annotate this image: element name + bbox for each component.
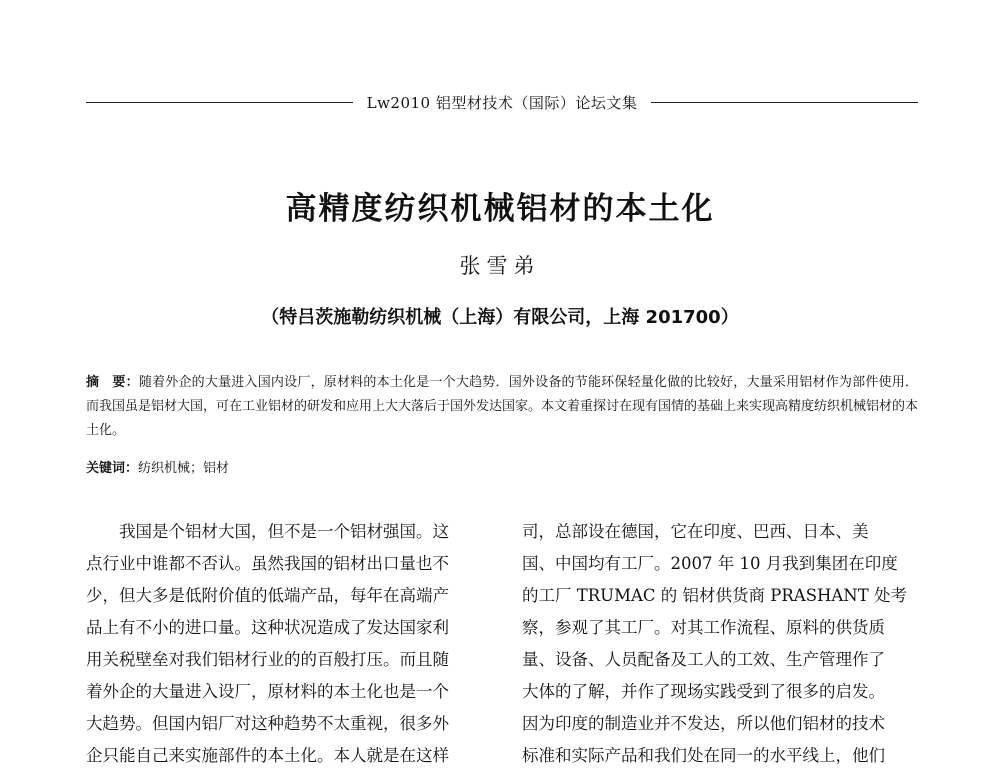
body-column-right <box>522 516 918 772</box>
body-line: 的工厂 TRUMAC 的 铝材供货商 PRASHANT 处考 <box>522 586 907 605</box>
body-column-left <box>86 516 496 772</box>
body-line: 因为印度的制造业并不发达，所以他们铝材的技术 <box>522 714 885 733</box>
body-line: 国、中国均有工厂。2007 年 10 月我到集团在印度 <box>522 554 898 573</box>
running-header <box>86 92 918 113</box>
header-rule-left <box>86 102 353 103</box>
body-line: 少，但大多是低附价值的低端产品，每年在高端产 <box>86 586 449 605</box>
author-name: 张雪弟 <box>459 254 541 278</box>
paper-title: 高精度纺织机械铝材的本土化 <box>285 191 715 227</box>
body-line: 着外企的大量进入设厂，原材料的本土化也是一个 <box>86 682 449 701</box>
body-line: 企只能自己来实施部件的本土化。本人就是在这样 <box>86 746 449 765</box>
body-line: 用关税壁垒对我们铝材行业的的百般打压。而且随 <box>86 650 449 669</box>
keywords <box>86 459 918 479</box>
keywords-text: 纺织机械；铝材 <box>138 461 230 476</box>
running-title: Lw2010 铝型材技术（国际）论坛文集 <box>366 94 638 112</box>
body-line: 量、设备、人员配备及工人的工效、生产管理作了 <box>522 650 885 669</box>
body-line: 点行业中谁都不否认。虽然我国的铝材出口量也不 <box>86 554 449 573</box>
author-affiliation: （特吕茨施勒纺织机械（上海）有限公司，上海 201700） <box>261 307 739 328</box>
abstract-label: 摘 要： <box>86 375 139 390</box>
body-line: 大趋势。但国内铝厂对这种趋势不太重视，很多外 <box>86 714 449 733</box>
body-line: 品上有不小的进口量。这种状况造成了发达国家利 <box>86 618 449 637</box>
abstract <box>86 371 918 443</box>
header-rule-right <box>651 102 918 103</box>
body-line: 察，参观了其工厂。对其工作流程、原料的供货质 <box>522 618 885 637</box>
body-line: 司，总部设在德国，它在印度、巴西、日本、美 <box>522 522 869 541</box>
body-line: 标准和实际产品和我们处在同一的水平线上，他们 <box>522 746 885 765</box>
body-line: 我国是个铝材大国，但不是一个铝材强国。这 <box>86 522 449 541</box>
keywords-label: 关键词： <box>86 461 139 476</box>
abstract-text: 随着外企的大量进入国内设厂，原材料的本土化是一个大趋势．国外设备的节能环保轻量化做的比较好，大量采用铝材作为部件使用．而我国虽是铝材大国，可在工业铝材的研发和应用上大大落后于国外发达国家。本文着重探讨在现有国情的基础上来实现高精度纺织机械铝材的本土化。 <box>86 375 919 438</box>
body-line: 大体的了解，并作了现场实践受到了很多的启发。 <box>522 682 885 701</box>
